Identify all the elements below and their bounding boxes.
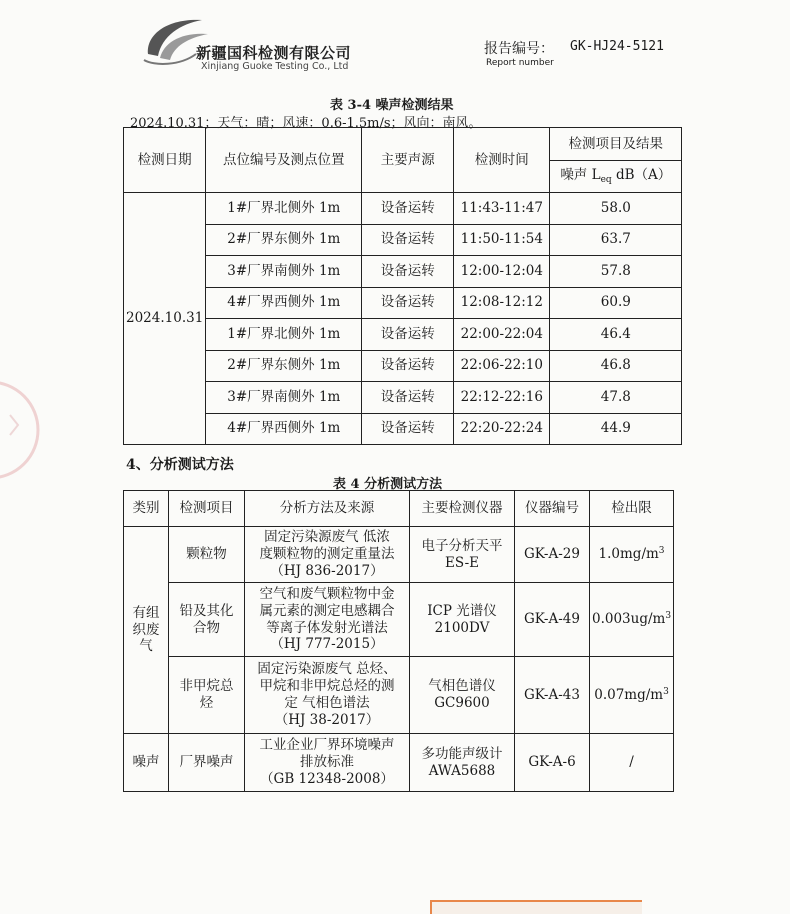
method-line: 度颗粒物的测定重量法 [259, 546, 395, 563]
source-cell: 设备运转 [362, 319, 454, 351]
table-row [124, 319, 682, 351]
table1-weather-meta: 2024.10.31；天气：晴；风速：0.6-1.5m/s；风向：南风。 [130, 116, 482, 131]
header-instrument-number: 仪器编号 [515, 491, 590, 527]
method-cell [245, 657, 410, 734]
source-cell: 设备运转 [362, 287, 454, 319]
limit-superscript: 3 [665, 611, 672, 622]
method-line: 甲烷和非甲烷总烃的测 [259, 678, 395, 695]
table-row [124, 224, 682, 256]
section-heading: 4、分析测试方法 [126, 457, 234, 473]
item-line: 烃 [199, 695, 214, 711]
company-name-en: Xinjiang Guoke Testing Co., Ltd [201, 61, 349, 72]
header-category: 类别 [124, 491, 169, 527]
table-row [124, 657, 674, 734]
item-cell [169, 734, 245, 792]
company-name-cn: 新疆国科检测有限公司 [196, 44, 352, 62]
table-row [124, 193, 682, 225]
location-cell: 1#厂界北侧外 1m [206, 319, 362, 351]
method-line: 固定污染源废气 总烃、 [257, 661, 397, 678]
method-line: 等离子体发射光谱法 [266, 619, 388, 636]
time-cell: 22:12-22:16 [454, 382, 550, 414]
header-item: 检测项目 [169, 491, 245, 527]
table-row [124, 256, 682, 288]
method-line: 固定污染源废气 低浓 [264, 529, 390, 546]
header-noise-sub: eq [600, 174, 612, 185]
report-number-value: GK-HJ24-5121 [570, 39, 664, 54]
category-line: 气 [139, 638, 153, 655]
method-line: （HJ 836-2017） [270, 562, 384, 579]
location-cell: 3#厂界南侧外 1m [206, 382, 362, 414]
instrument-line: 2100DV [434, 619, 490, 636]
table1-title: 表 3-4 噪声检测结果 [330, 98, 454, 113]
limit-superscript: 3 [663, 686, 669, 697]
method-line: 定 气相色谱法 [284, 695, 370, 711]
source-cell: 设备运转 [362, 256, 454, 288]
source-cell: 设备运转 [362, 224, 454, 256]
header-noise-suffix: dB（A） [611, 166, 672, 183]
item-line: 颗粒物 [186, 546, 227, 563]
time-cell: 11:43-11:47 [454, 193, 550, 225]
method-line: 工业企业厂界环境噪声 [259, 737, 395, 754]
instrument-cell [410, 527, 515, 583]
item-cell [169, 583, 245, 657]
instrument-line: GC9600 [434, 695, 490, 711]
instrument-line: ICP 光谱仪 [427, 602, 497, 619]
source-cell: 设备运转 [362, 350, 454, 382]
method-cell [245, 527, 410, 583]
instrument-number-cell: GK-A-43 [515, 657, 590, 734]
method-line: （HJ 777-2015） [270, 636, 384, 653]
limit-cell [590, 583, 674, 657]
source-cell: 设备运转 [362, 193, 454, 225]
header-method: 分析方法及来源 [245, 491, 410, 527]
table-row [124, 413, 682, 445]
method-line: （HJ 38-2017） [274, 711, 380, 728]
analysis-methods-table [123, 490, 674, 792]
method-cell [245, 734, 410, 792]
header-noise-leq [550, 161, 682, 193]
item-line: 合物 [193, 619, 220, 636]
location-cell: 2#厂界东侧外 1m [206, 224, 362, 256]
location-cell: 3#厂界南侧外 1m [206, 256, 362, 288]
limit-value: 0.07mg/m [594, 686, 664, 703]
category-line: 有组 [132, 604, 160, 621]
item-cell [169, 527, 245, 583]
limit-value: 1.0mg/m [598, 546, 659, 563]
item-line: 厂界噪声 [179, 754, 234, 771]
header-instrument: 主要检测仪器 [410, 491, 515, 527]
method-line: （GB 12348-2008） [260, 770, 394, 787]
value-cell: 46.4 [550, 319, 682, 351]
noise-results-table [123, 127, 682, 445]
category-cell [124, 527, 169, 734]
value-cell: 44.9 [550, 413, 682, 445]
date-cell: 2024.10.31 [124, 193, 206, 445]
header-noise-prefix: 噪声 L [560, 166, 601, 183]
location-cell: 4#厂界西侧外 1m [206, 287, 362, 319]
value-cell: 58.0 [550, 193, 682, 225]
limit-superscript: 3 [658, 546, 665, 557]
location-cell: 1#厂界北侧外 1m [206, 193, 362, 225]
table-header-row [124, 128, 682, 161]
limit-value: / [629, 754, 634, 771]
value-cell: 47.8 [550, 382, 682, 414]
instrument-line: 多功能声级计 [421, 745, 503, 762]
time-cell: 12:00-12:04 [454, 256, 550, 288]
location-cell: 2#厂界东侧外 1m [206, 350, 362, 382]
item-line: 非甲烷总 [179, 678, 234, 695]
time-cell: 22:20-22:24 [454, 413, 550, 445]
source-cell: 设备运转 [362, 382, 454, 414]
header-result-group: 检测项目及结果 [550, 128, 682, 161]
table-row [124, 287, 682, 319]
value-cell: 46.8 [550, 350, 682, 382]
report-number-label-en: Report number [486, 58, 554, 68]
value-cell: 57.8 [550, 256, 682, 288]
item-cell [169, 657, 245, 734]
location-cell: 4#厂界西侧外 1m [206, 413, 362, 445]
table-row [124, 734, 674, 792]
table-row [124, 527, 674, 583]
instrument-number-cell: GK-A-29 [515, 527, 590, 583]
method-line: 排放标准 [300, 754, 354, 771]
instrument-line: 气相色谱仪 [428, 678, 496, 695]
table-row [124, 382, 682, 414]
header-time: 检测时间 [454, 128, 550, 193]
seal-stamp-fragment [0, 355, 40, 505]
header-source: 主要声源 [362, 128, 454, 193]
time-cell: 22:00-22:04 [454, 319, 550, 351]
instrument-line: ES-E [444, 554, 479, 571]
table2-title: 表 4 分析测试方法 [333, 477, 443, 492]
header-location: 点位编号及测点位置 [206, 128, 362, 193]
time-cell: 22:06-22:10 [454, 350, 550, 382]
instrument-cell [410, 734, 515, 792]
limit-cell [590, 527, 674, 583]
header-date: 检测日期 [124, 128, 206, 193]
table-header-row [124, 491, 674, 527]
item-line: 铅及其化 [179, 602, 234, 619]
method-line: 空气和废气颗粒物中金 [259, 585, 395, 602]
limit-cell [590, 657, 674, 734]
limit-value: 0.003ug/m [592, 611, 666, 628]
method-cell [245, 583, 410, 657]
category-line: 织废 [132, 621, 160, 638]
instrument-cell [410, 657, 515, 734]
instrument-line: 电子分析天平 [421, 537, 503, 554]
category-cell: 噪声 [124, 734, 169, 792]
time-cell: 11:50-11:54 [454, 224, 550, 256]
instrument-number-cell: GK-A-49 [515, 583, 590, 657]
value-cell: 60.9 [550, 287, 682, 319]
value-cell: 63.7 [550, 224, 682, 256]
table-row [124, 583, 674, 657]
report-number-label: 报告编号： [484, 41, 554, 57]
time-cell: 12:08-12:12 [454, 287, 550, 319]
table-row [124, 350, 682, 382]
sticker-edge [430, 900, 642, 914]
instrument-line: AWA5688 [428, 762, 496, 779]
instrument-number-cell: GK-A-6 [515, 734, 590, 792]
method-line: 属元素的测定电感耦合 [259, 602, 395, 619]
header-detection-limit: 检出限 [590, 491, 674, 527]
source-cell: 设备运转 [362, 413, 454, 445]
instrument-cell [410, 583, 515, 657]
limit-cell [590, 734, 674, 792]
